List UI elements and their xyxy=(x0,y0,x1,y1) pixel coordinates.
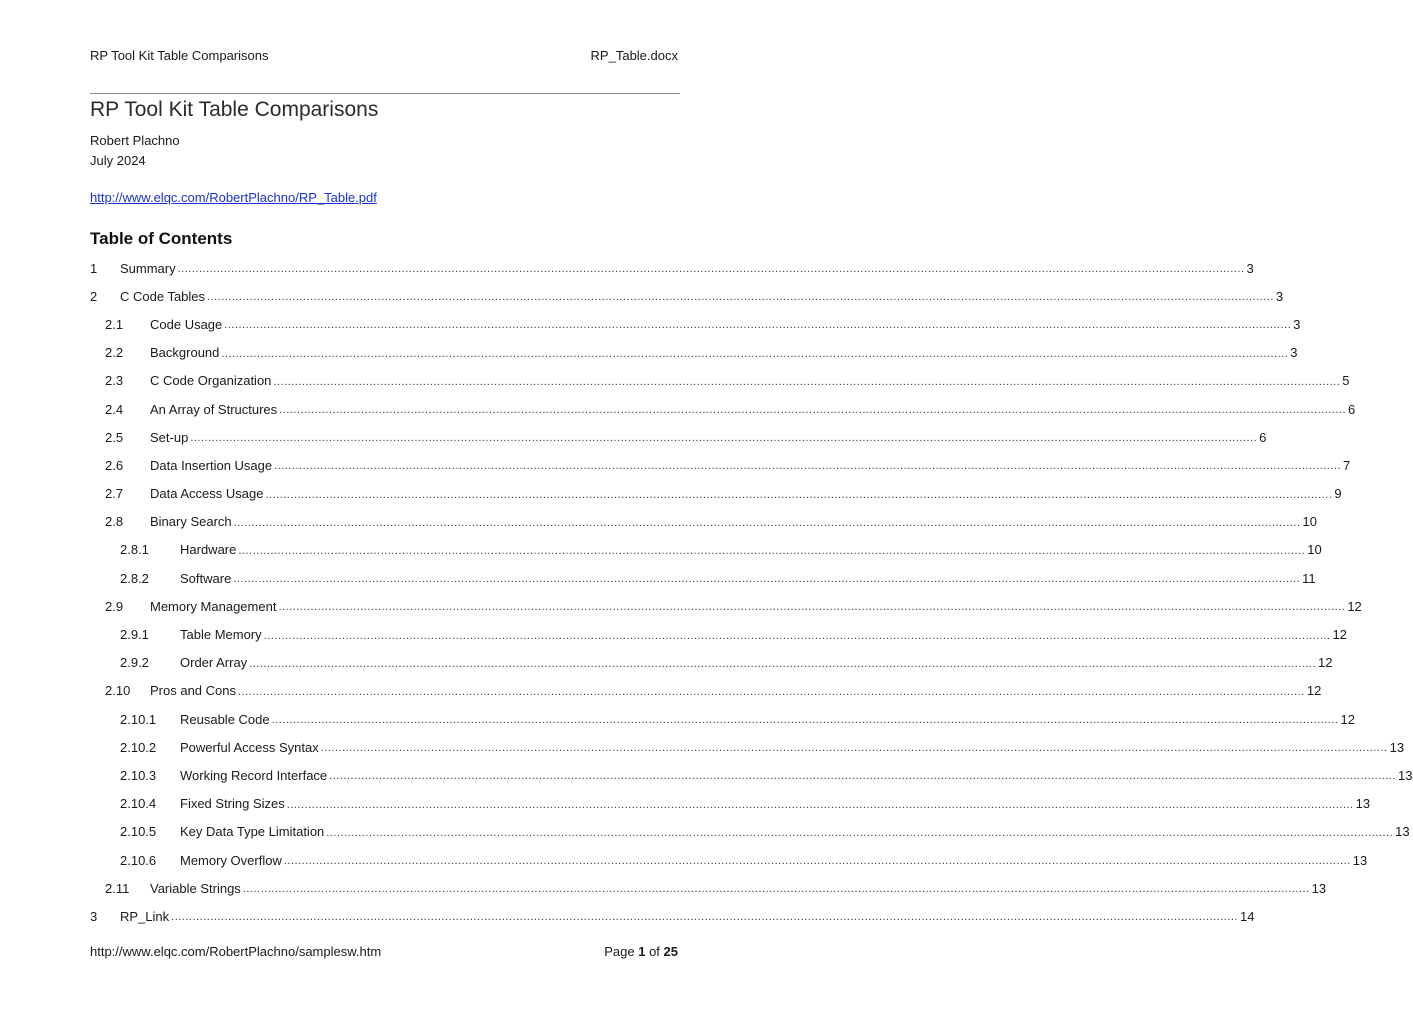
toc-entry[interactable] xyxy=(90,310,1301,338)
toc-dot-leader: ............................................................................................................................................................................................................................................................................................................ xyxy=(329,770,1397,783)
toc-entry-number: 2.9.1 xyxy=(120,627,149,643)
toc-entry-number: 2.6 xyxy=(105,457,124,473)
toc-dot-leader: ............................................................................................................................................................................................................................................................................................................ xyxy=(221,347,1289,360)
toc-entry-page: 12 xyxy=(1318,655,1333,671)
toc-entry[interactable] xyxy=(90,677,1322,705)
toc-entry-page: 5 xyxy=(1342,373,1350,389)
toc-dot-leader: ............................................................................................................................................................................................................................................................................................................ xyxy=(278,601,1346,614)
toc-entry-label: Data Access Usage xyxy=(150,486,264,502)
toc-entry-number: 2.3 xyxy=(105,373,124,389)
toc-entry[interactable] xyxy=(90,451,1351,479)
toc-entry[interactable] xyxy=(90,395,1356,423)
toc-dot-leader: ............................................................................................................................................................................................................................................................................................................ xyxy=(190,432,1258,445)
toc-entry-label: Data Insertion Usage xyxy=(150,457,273,473)
toc-entry-label: Background xyxy=(150,345,220,361)
toc-entry-label: Binary Search xyxy=(150,514,232,530)
toc-entry[interactable] xyxy=(90,761,1413,789)
toc-entry-label: C Code Tables xyxy=(120,288,206,304)
toc-entry-page: 7 xyxy=(1342,457,1351,473)
toc-entry-number: 2.10.3 xyxy=(120,767,157,783)
toc-entry-number: 2.8 xyxy=(105,514,124,530)
toc-entry-label: Pros and Cons xyxy=(150,683,236,699)
toc-entry-page: 3 xyxy=(1275,288,1284,304)
toc-entry-label: Powerful Access Syntax xyxy=(180,739,319,755)
toc-entry-label: Software xyxy=(180,570,232,586)
page-prefix: Page xyxy=(604,944,635,959)
toc-dot-leader: ............................................................................................................................................................................................................................................................................................................ xyxy=(286,798,1354,811)
toc-entry-label: Key Data Type Limitation xyxy=(180,824,325,840)
document-author: Robert Plachno xyxy=(90,133,180,148)
toc-entry-number: 2.8.1 xyxy=(120,542,149,558)
toc-entry-page: 13 xyxy=(1311,880,1327,896)
toc-entry-number: 2.10.4 xyxy=(120,796,157,812)
toc-dot-leader: ............................................................................................................................................................................................................................................................................................................ xyxy=(224,319,1292,332)
toc-heading: Table of Contents xyxy=(90,229,233,248)
toc-entry-label: Memory Overflow xyxy=(180,852,282,868)
toc-dot-leader: ............................................................................................................................................................................................................................................................................................................ xyxy=(320,742,1388,755)
toc-entry[interactable] xyxy=(90,282,1284,310)
toc-dot-leader: ............................................................................................................................................................................................................................................................................................................ xyxy=(326,826,1394,839)
page-header xyxy=(90,48,678,66)
toc-entry-page: 12 xyxy=(1306,683,1322,699)
toc-entry-number: 2.10.5 xyxy=(120,824,157,840)
toc-entry-page: 6 xyxy=(1259,429,1267,445)
page-total: 25 xyxy=(663,944,678,959)
toc-entry-number: 2.2 xyxy=(105,345,124,361)
toc-entry-number: 2.9.2 xyxy=(120,655,149,671)
toc-entry-label: C Code Organization xyxy=(150,373,272,389)
toc-entry-number: 1 xyxy=(90,260,98,276)
toc-entry[interactable] xyxy=(90,874,1327,902)
toc-entry[interactable] xyxy=(90,480,1342,508)
toc-dot-leader: ............................................................................................................................................................................................................................................................................................................ xyxy=(249,657,1317,670)
toc-entry-page: 10 xyxy=(1307,542,1322,558)
toc-entry-page: 13 xyxy=(1389,739,1405,755)
toc-entry[interactable] xyxy=(90,339,1298,367)
toc-entry[interactable] xyxy=(90,423,1267,451)
toc-entry-label: An Array of Structures xyxy=(150,401,278,417)
toc-entry-label: Order Array xyxy=(180,655,248,671)
page-number xyxy=(604,944,678,959)
toc-dot-leader: ............................................................................................................................................................................................................................................................................................................ xyxy=(274,460,1341,473)
toc-entry[interactable] xyxy=(90,733,1405,761)
toc-entry[interactable] xyxy=(90,846,1368,874)
toc-dot-leader: ............................................................................................................................................................................................................................................................................................................ xyxy=(273,375,1341,388)
header-divider xyxy=(90,93,680,94)
toc-dot-leader: ............................................................................................................................................................................................................................................................................................................ xyxy=(177,263,1245,276)
toc-entry-page: 12 xyxy=(1347,598,1362,614)
document-date: July 2024 xyxy=(90,153,146,168)
toc-entry-number: 2.10.2 xyxy=(120,739,157,755)
toc-entry-page: 11 xyxy=(1302,570,1316,586)
toc-entry-number: 2.1 xyxy=(105,316,124,332)
toc-entry[interactable] xyxy=(90,649,1333,677)
toc-entry-page: 12 xyxy=(1332,627,1347,643)
toc-entry-label: Variable Strings xyxy=(150,880,241,896)
toc-entry-number: 2.7 xyxy=(105,486,124,502)
toc-entry-number: 2.5 xyxy=(105,429,124,445)
toc-entry-page: 13 xyxy=(1398,767,1413,783)
toc-entry-label: Working Record Interface xyxy=(180,767,328,783)
toc-dot-leader: ............................................................................................................................................................................................................................................................................................................ xyxy=(263,629,1331,642)
table-of-contents xyxy=(90,254,1413,931)
toc-entry-page: 13 xyxy=(1355,796,1371,812)
toc-entry-label: Fixed String Sizes xyxy=(180,796,285,812)
toc-dot-leader: ............................................................................................................................................................................................................................................................................................................ xyxy=(283,855,1351,868)
toc-entry[interactable] xyxy=(90,620,1347,648)
toc-dot-leader: ............................................................................................................................................................................................................................................................................................................ xyxy=(238,685,1305,698)
toc-entry[interactable] xyxy=(90,902,1255,930)
toc-entry-label: Memory Management xyxy=(150,598,277,614)
toc-entry-page: 13 xyxy=(1395,824,1410,840)
toc-entry[interactable] xyxy=(90,790,1371,818)
toc-entry-number: 2.10.1 xyxy=(120,711,157,727)
toc-entry-page: 14 xyxy=(1240,908,1255,924)
page-current: 1 xyxy=(638,944,646,959)
toc-entry[interactable] xyxy=(90,536,1322,564)
toc-entry-page: 3 xyxy=(1293,316,1301,332)
document-pdf-link[interactable]: http://www.elqc.com/RobertPlachno/RP_Table.pdf xyxy=(90,190,377,205)
toc-entry-number: 3 xyxy=(90,908,98,924)
toc-entry-number: 2.10 xyxy=(105,683,131,699)
toc-entry-number: 2.11 xyxy=(105,880,130,896)
page-of: of xyxy=(649,944,660,959)
toc-dot-leader: ............................................................................................................................................................................................................................................................................................................ xyxy=(242,883,1310,896)
toc-entry-page: 13 xyxy=(1352,852,1368,868)
toc-dot-leader: ............................................................................................................................................................................................................................................................................................................ xyxy=(265,488,1333,501)
toc-dot-leader: ............................................................................................................................................................................................................................................................................................................ xyxy=(279,404,1347,417)
toc-entry-number: 2.10.6 xyxy=(120,852,157,868)
toc-entry[interactable] xyxy=(90,254,1254,282)
toc-entry[interactable] xyxy=(90,508,1317,536)
toc-entry[interactable] xyxy=(90,592,1362,620)
toc-entry-label: Summary xyxy=(120,260,176,276)
toc-entry-label: Code Usage xyxy=(150,316,223,332)
toc-entry-number: 2.9 xyxy=(105,598,124,614)
toc-entry-page: 6 xyxy=(1348,401,1356,417)
toc-dot-leader: ............................................................................................................................................................................................................................................................................................................ xyxy=(171,911,1238,924)
toc-dot-leader: ............................................................................................................................................................................................................................................................................................................ xyxy=(271,714,1339,727)
toc-entry-label: RP_Link xyxy=(120,908,170,924)
toc-dot-leader: ............................................................................................................................................................................................................................................................................................................ xyxy=(233,516,1301,529)
toc-entry-page: 9 xyxy=(1334,486,1342,502)
toc-entry-number: 2 xyxy=(90,288,98,304)
toc-entry-number: 2.4 xyxy=(105,401,124,417)
toc-entry[interactable] xyxy=(90,367,1350,395)
toc-entry-label: Table Memory xyxy=(180,627,262,643)
toc-entry-page: 10 xyxy=(1302,514,1317,530)
toc-entry[interactable] xyxy=(90,705,1355,733)
document-title: RP Tool Kit Table Comparisons xyxy=(90,98,379,121)
toc-dot-leader: ............................................................................................................................................................................................................................................................................................................ xyxy=(207,291,1274,304)
toc-entry[interactable] xyxy=(90,818,1410,846)
toc-entry-number: 2.8.2 xyxy=(120,570,149,586)
toc-dot-leader: ............................................................................................................................................................................................................................................................................................................ xyxy=(238,544,1306,557)
toc-dot-leader: ............................................................................................................................................................................................................................................................................................................ xyxy=(233,573,1301,586)
toc-entry-page: 3 xyxy=(1246,260,1254,276)
toc-entry-label: Hardware xyxy=(180,542,237,558)
toc-entry-page: 3 xyxy=(1290,345,1298,361)
toc-entry-label: Reusable Code xyxy=(180,711,270,727)
header-filename: RP_Table.docx xyxy=(590,48,678,63)
footer-url: http://www.elqc.com/RobertPlachno/samplesw.htm xyxy=(90,944,382,959)
toc-entry-page: 12 xyxy=(1340,711,1355,727)
header-title: RP Tool Kit Table Comparisons xyxy=(90,48,269,63)
toc-entry-label: Set-up xyxy=(150,429,189,445)
toc-entry[interactable] xyxy=(90,564,1316,592)
